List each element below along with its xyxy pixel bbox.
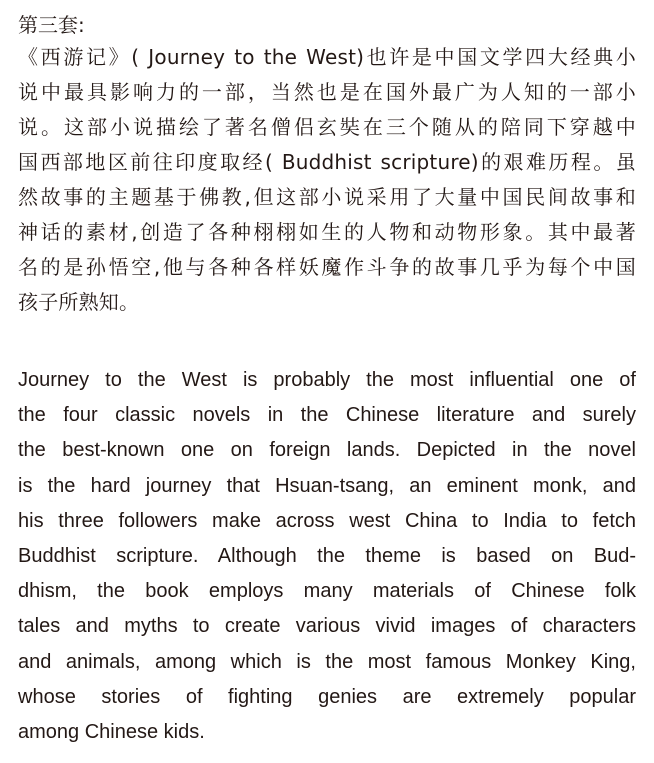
english-line: whose stories of fighting genies are extremely popular — [18, 685, 636, 708]
chinese-line: 说。这部小说描绘了著名僧侣玄奘在三个随从的陪同下穿越中 — [18, 115, 636, 139]
english-line: and animals, among which is the most famous Monkey King, — [18, 650, 636, 673]
english-paragraph — [18, 363, 636, 750]
english-line: is the hard journey that Hsuan-tsang, an eminent monk, and — [18, 474, 636, 497]
english-line: dhism, the book employs many materials of Chinese folk — [18, 580, 636, 603]
english-line: Buddhist scripture. Although the theme is based on Bud- — [18, 544, 636, 567]
chinese-line: 名的是孙悟空,他与各种各样妖魔作斗争的故事几乎为每个中国 — [18, 255, 636, 279]
english-line: Journey to the West is probably the most influential one of — [18, 369, 636, 391]
chinese-line: 国西部地区前往印度取经( Buddhist scripture)的艰难历程。虽 — [18, 150, 636, 174]
section-heading: 第三套: — [18, 13, 85, 37]
english-line: tales and myths to create various vivid images of characters — [18, 615, 636, 638]
english-line: among Chinese kids. — [18, 720, 205, 743]
chinese-line: 神话的素材,创造了各种栩栩如生的人物和动物形象。其中最著 — [18, 220, 636, 244]
english-line: the best-known one on foreign lands. Depicted in the novel — [18, 439, 636, 462]
chinese-paragraph — [18, 40, 636, 320]
english-line: the four classic novels in the Chinese literature and surely — [18, 404, 636, 427]
chinese-line: 孩子所熟知。 — [18, 290, 140, 314]
chinese-line: 说中最具影响力的一部，当然也是在国外最广为人知的一部小 — [18, 80, 636, 104]
document-page — [18, 10, 636, 743]
english-line: his three followers make across west China to India to fetch — [18, 509, 636, 532]
chinese-line: 然故事的主题基于佛教,但这部小说采用了大量中国民间故事和 — [18, 185, 636, 209]
chinese-line: 《西游记》( Journey to the West)也许是中国文学四大经典小 — [18, 45, 636, 69]
